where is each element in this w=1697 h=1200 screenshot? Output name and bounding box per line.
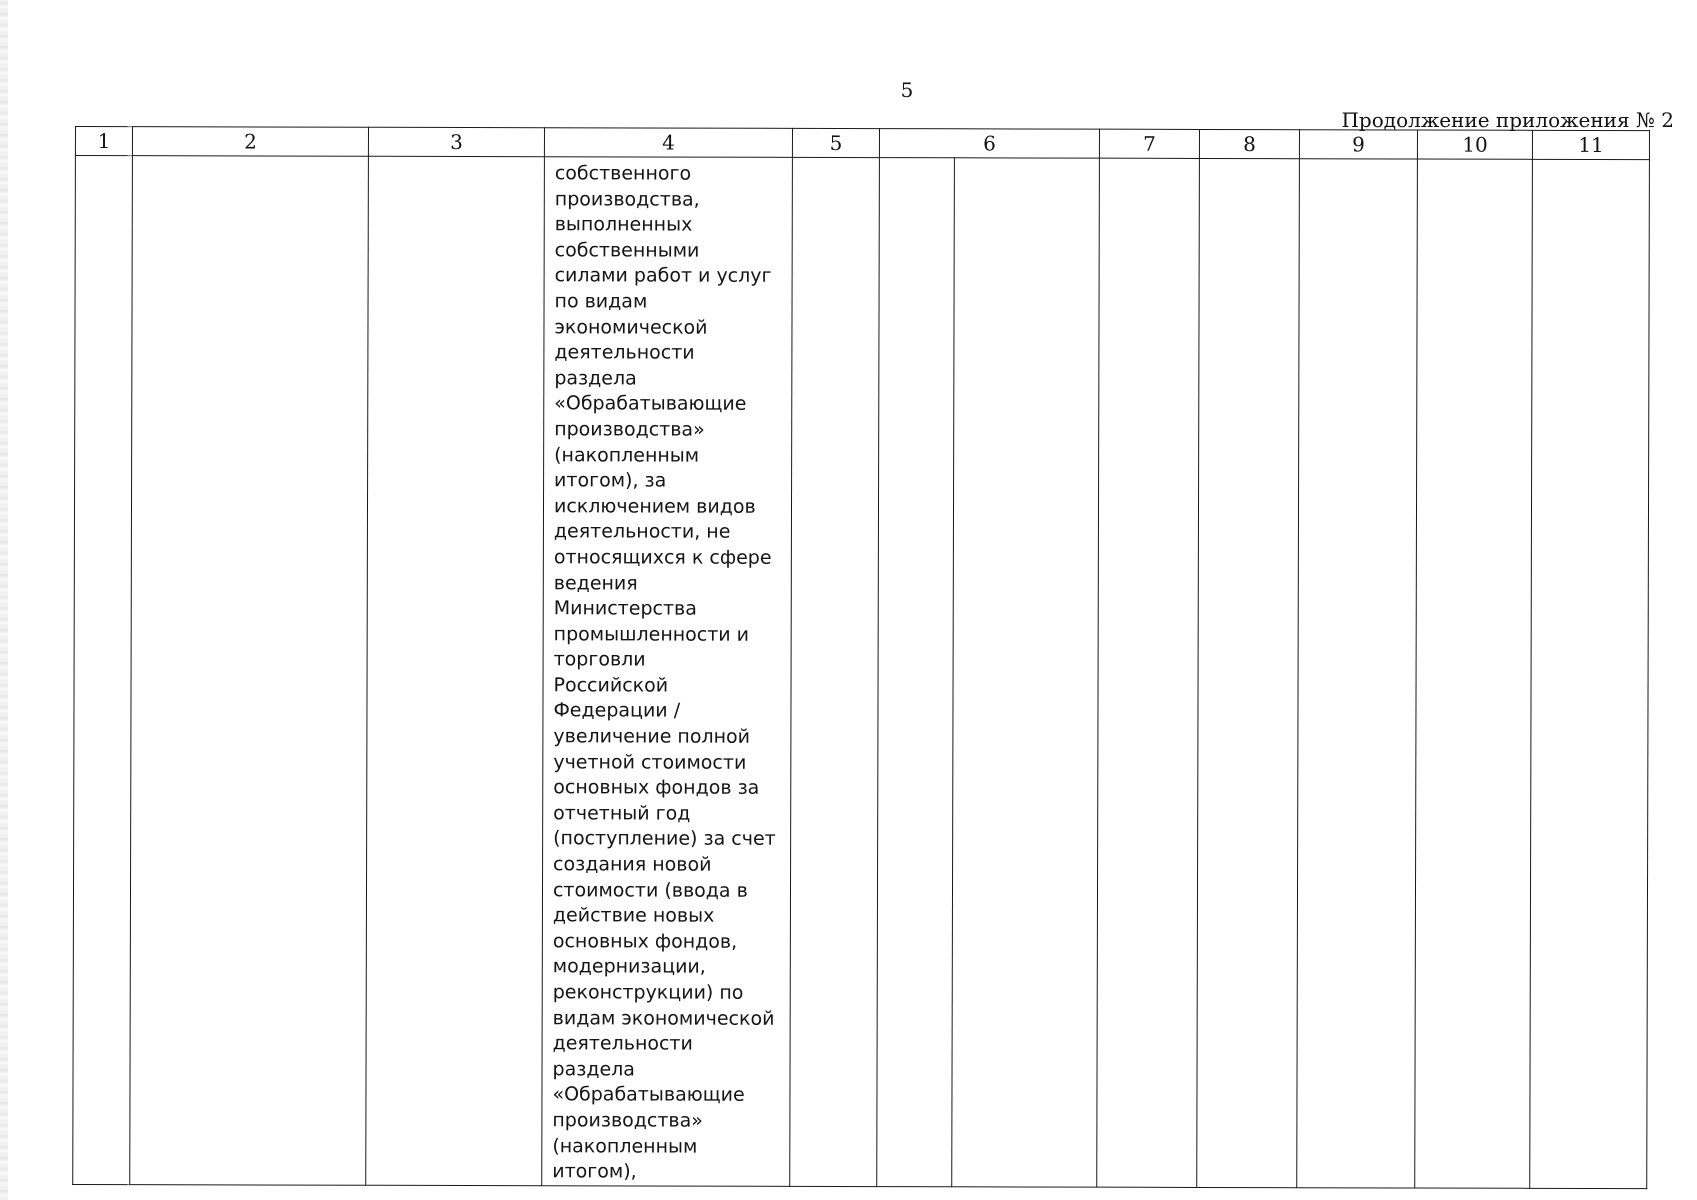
table-cell-col6a (877, 158, 955, 1187)
column-header-9: 9 (1299, 130, 1417, 159)
table-row (73, 156, 1650, 1189)
column-header-6: 6 (879, 129, 1099, 159)
column-header-7: 7 (1099, 129, 1199, 158)
appendix-table-container (72, 126, 1649, 1183)
scan-edge-artifact (0, 0, 8, 1200)
column-header-8: 8 (1199, 129, 1299, 158)
table-cell-col1 (73, 156, 133, 1185)
column-header-5: 5 (792, 128, 879, 157)
appendix-table (72, 126, 1650, 1189)
table-cell-col6b (952, 158, 1100, 1187)
column-header-11: 11 (1532, 130, 1649, 159)
continuation-label: Продолжение приложения № 2 (1341, 108, 1674, 132)
table-cell-col4-indicator-text: собственного производства, выполненных собственными силами работ и услуг по видам экономической деятельности раздела «Обрабатывающие производства» (накопленным итогом), за исключением видов деятельности, не относящихся к сфере ведения Министерства промышленности и торговли Российской Федерации / увеличение полной учетной стоимости основных фондов за отчетный год (поступление) за счет создания новой стоимости (ввода в действие новых основных фондов, модернизации, реконструкции) по видам экономической деятельности раздела «Обрабатывающие производства» (накопленным итогом), (542, 157, 793, 1186)
table-cell-col9 (1297, 159, 1418, 1188)
table-cell-col5 (790, 157, 880, 1186)
table-cell-col10 (1415, 159, 1533, 1188)
column-header-1: 1 (75, 127, 132, 156)
page-number: 5 (900, 78, 914, 102)
table-cell-col11 (1530, 159, 1650, 1188)
column-header-2: 2 (132, 127, 368, 157)
header-row (75, 127, 1649, 160)
table-cell-col8 (1197, 158, 1300, 1187)
column-header-3: 3 (368, 127, 544, 156)
table-cell-col3 (366, 156, 545, 1185)
table-cell-col2 (130, 156, 369, 1185)
column-header-10: 10 (1417, 130, 1532, 159)
table-cell-col7 (1097, 158, 1200, 1187)
column-header-4: 4 (544, 128, 792, 158)
